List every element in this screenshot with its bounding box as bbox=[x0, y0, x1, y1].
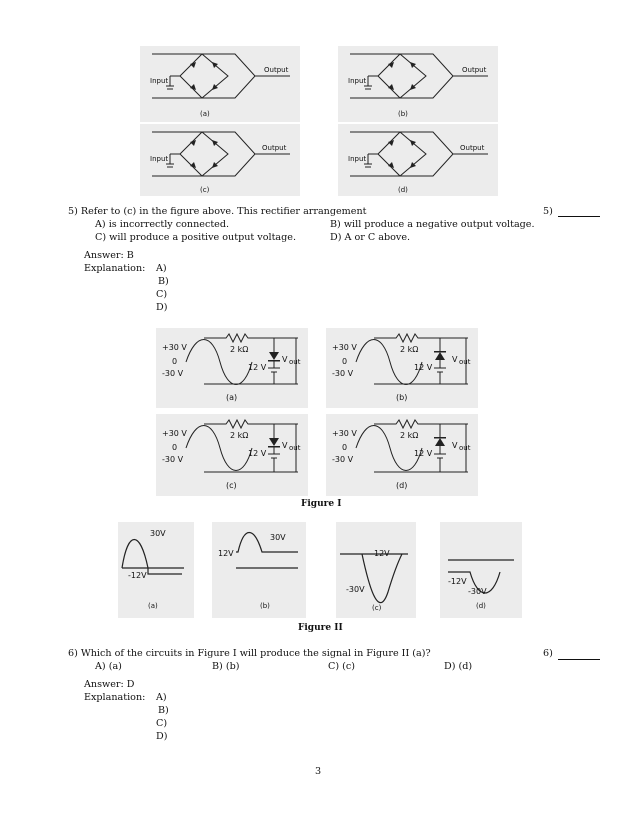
rect-output-a: Output bbox=[264, 66, 289, 74]
q5-expl-b: B) bbox=[158, 276, 169, 287]
fig2a-bot: -12V bbox=[128, 571, 147, 580]
fig1d-zero: 0 bbox=[342, 443, 348, 452]
fig2b-top: 30V bbox=[270, 533, 286, 542]
q5-answer: Answer: B bbox=[84, 250, 134, 261]
q5-choice-a: A) is incorrectly connected. bbox=[95, 219, 230, 230]
fig1b-vout: V bbox=[452, 355, 458, 364]
fig1a-vout: V bbox=[282, 355, 288, 364]
q5-choice-d: D) A or C above. bbox=[330, 232, 411, 243]
q6-choice-b: B) (b) bbox=[212, 661, 240, 672]
fig1d-minus30: -30 V bbox=[332, 455, 354, 464]
fig1c-plus30: +30 V bbox=[162, 429, 187, 438]
q6-answer: Answer: D bbox=[84, 679, 135, 690]
fig2c-top: 12V bbox=[374, 549, 390, 558]
figure-2-waveforms bbox=[118, 522, 522, 618]
rect-input-d: Input bbox=[348, 155, 367, 163]
fig1-label-a: (a) bbox=[226, 393, 238, 402]
fig2-label-d: (d) bbox=[476, 602, 486, 610]
q6-answer-blank[interactable] bbox=[558, 659, 600, 660]
fig1d-vout-sub: out bbox=[459, 444, 471, 452]
figure-2-caption: Figure II bbox=[298, 623, 343, 633]
rect-label-b: (b) bbox=[398, 110, 408, 118]
fig1b-minus30: -30 V bbox=[332, 369, 354, 378]
rect-label-d: (d) bbox=[398, 186, 408, 194]
rectifier-figure bbox=[140, 46, 500, 196]
fig1c-res: 2 kΩ bbox=[230, 431, 249, 440]
q5-explanation-label: Explanation: bbox=[84, 263, 146, 274]
fig1b-plus30: +30 V bbox=[332, 343, 357, 352]
figure-1-caption: Figure I bbox=[301, 499, 342, 509]
q5-choice-b: B) will produce a negative output voltage. bbox=[330, 219, 535, 230]
fig2a-top: 30V bbox=[150, 529, 166, 538]
fig1d-vout: V bbox=[452, 441, 458, 450]
rect-output-d: Output bbox=[460, 144, 485, 152]
fig2b-left: 12V bbox=[218, 549, 234, 558]
fig1c-vout: V bbox=[282, 441, 288, 450]
fig1b-zero: 0 bbox=[342, 357, 348, 366]
fig1a-zero: 0 bbox=[172, 357, 178, 366]
fig1-label-b: (b) bbox=[396, 393, 408, 402]
fig1c-minus30: -30 V bbox=[162, 455, 184, 464]
q5-choice-c: C) will produce a positive output voltage. bbox=[95, 232, 297, 243]
q5-expl-c: C) bbox=[156, 289, 168, 300]
fig1-label-c: (c) bbox=[226, 481, 237, 490]
fig1b-vout-sub: out bbox=[459, 358, 471, 366]
rect-label-a: (a) bbox=[200, 110, 210, 118]
fig1c-vout-sub: out bbox=[289, 444, 301, 452]
q6-expl-d: D) bbox=[156, 731, 168, 742]
fig1a-plus30: +30 V bbox=[162, 343, 187, 352]
q6-expl-a: A) bbox=[156, 692, 167, 703]
fig1a-res: 2 kΩ bbox=[230, 345, 249, 354]
fig1a-vout-sub: out bbox=[289, 358, 301, 366]
rect-input-c: Input bbox=[150, 155, 169, 163]
fig1a-batt: 12 V bbox=[248, 363, 267, 372]
q5-answer-blank[interactable] bbox=[558, 216, 600, 217]
q6-choice-c: C) (c) bbox=[328, 661, 355, 672]
q5-question: 5) Refer to (c) in the figure above. This rectifier arrangement bbox=[68, 206, 367, 217]
rect-output-b: Output bbox=[462, 66, 487, 74]
q5-number: 5) bbox=[543, 206, 553, 217]
q6-expl-b: B) bbox=[158, 705, 169, 716]
q6-choice-d: D) (d) bbox=[444, 661, 473, 672]
fig1c-batt: 12 V bbox=[248, 449, 267, 458]
fig2-label-c: (c) bbox=[372, 604, 382, 612]
rect-input-a: Input bbox=[150, 77, 169, 85]
fig1-label-d: (d) bbox=[396, 481, 408, 490]
fig2-label-a: (a) bbox=[148, 602, 158, 610]
q5-expl-a: A) bbox=[156, 263, 167, 274]
fig1d-res: 2 kΩ bbox=[400, 431, 419, 440]
fig1c-zero: 0 bbox=[172, 443, 178, 452]
fig2d-bot: -30V bbox=[468, 587, 487, 596]
fig1d-batt: 12 V bbox=[414, 449, 433, 458]
q6-explanation-label: Explanation: bbox=[84, 692, 146, 703]
q6-question: 6) Which of the circuits in Figure I will produce the signal in Figure II (a)? bbox=[68, 648, 431, 659]
q5-expl-d: D) bbox=[156, 302, 168, 313]
fig2c-bot: -30V bbox=[346, 585, 365, 594]
rect-output-c: Output bbox=[262, 144, 287, 152]
q6-number: 6) bbox=[543, 648, 553, 659]
fig2d-left: -12V bbox=[448, 577, 467, 586]
figure-1-circuits bbox=[156, 328, 478, 496]
fig1b-batt: 12 V bbox=[414, 363, 433, 372]
fig1b-res: 2 kΩ bbox=[400, 345, 419, 354]
q6-expl-c: C) bbox=[156, 718, 168, 729]
rect-label-c: (c) bbox=[200, 186, 210, 194]
page-number: 3 bbox=[315, 766, 322, 777]
fig2-label-b: (b) bbox=[260, 602, 270, 610]
rect-input-b: Input bbox=[348, 77, 367, 85]
q6-choice-a: A) (a) bbox=[95, 661, 122, 672]
fig1d-plus30: +30 V bbox=[332, 429, 357, 438]
fig1a-minus30: -30 V bbox=[162, 369, 184, 378]
